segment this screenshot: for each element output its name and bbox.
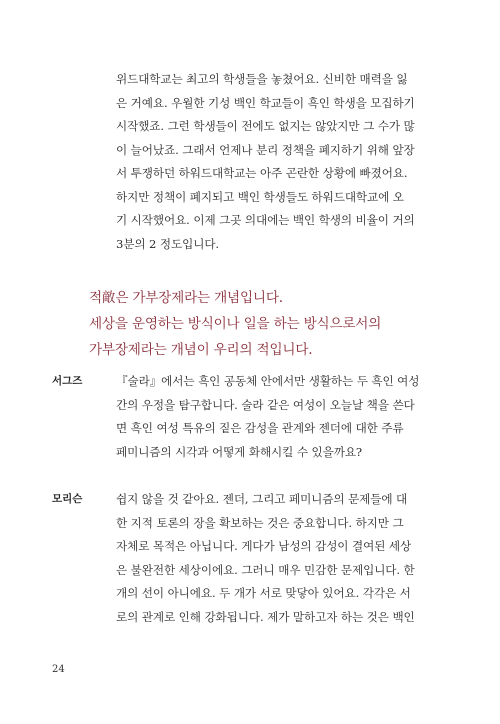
paragraph-line: 은 거예요. 우월한 기성 백인 학교들이 흑인 학생을 모집하기 bbox=[116, 95, 415, 110]
pull-quote-line: 가부장제라는 개념이 우리의 적입니다. bbox=[89, 342, 313, 358]
interview-question bbox=[116, 370, 446, 464]
speaker-name: 모리슨 bbox=[52, 493, 83, 505]
pull-quote bbox=[89, 285, 449, 363]
paragraph-line: 서 투쟁하던 하워드대학교는 아주 곤란한 상황에 빠졌어요. bbox=[116, 166, 408, 180]
paragraph-line: 위드대학교는 최고의 학생들을 놓쳤어요. 신비한 매력을 잃 bbox=[116, 72, 408, 86]
paragraph-line: 개의 선이 아니에요. 두 개가 서로 맞닿아 있어요. 각각은 서 bbox=[116, 586, 411, 600]
paragraph-line: 기 시작했어요. 이제 그곳 의대에는 백인 학생의 비율이 거의 bbox=[116, 213, 415, 227]
paragraph-line: 쉽지 않을 것 같아요. 젠더, 그리고 페미니즘의 문제들에 대 bbox=[116, 492, 408, 506]
pull-quote-line: 세상을 운영하는 방식이나 일을 하는 방식으로서의 bbox=[89, 316, 382, 332]
paragraph-line: 간의 우정을 탐구합니다. 술라 같은 여성이 오늘날 책을 쓴다 bbox=[116, 397, 415, 412]
speaker-name: 서그즈 bbox=[52, 375, 83, 387]
page-number: 24 bbox=[52, 664, 65, 675]
paragraph-line: 3분의 2 정도입니다. bbox=[116, 236, 220, 251]
paragraph-line: 자체로 목적은 아닙니다. 게다가 남성의 감성이 결여된 세상 bbox=[116, 539, 412, 553]
pull-quote-line: 적敵은 가부장제라는 개념입니다. bbox=[89, 290, 283, 306]
paragraph-line: 은 불완전한 세상이에요. 그러니 매우 민감한 문제입니다. 한 bbox=[116, 562, 415, 577]
paragraph-line: 이 늘어났죠. 그래서 언제나 분리 정책을 폐지하기 위해 앞장 bbox=[116, 142, 415, 157]
paragraph-line: 페미니즘의 시각과 어떻게 화해시킬 수 있을까요? bbox=[116, 444, 363, 459]
paragraph-line: 시작했죠. 그런 학생들이 전에도 없지는 않았지만 그 수가 많 bbox=[116, 119, 415, 133]
paragraph-line: 『술라』에서는 흑인 공동체 안에서만 생활하는 두 흑인 여성 bbox=[116, 374, 420, 388]
paragraph-line: 로의 관계로 인해 강화됩니다. 제가 말하고자 하는 것은 백인 bbox=[116, 609, 415, 624]
paragraph-line: 면 흑인 여성 특유의 짙은 감성을 관계와 젠더에 대한 주류 bbox=[116, 421, 404, 435]
paragraph-line: 하지만 정책이 폐지되고 백인 학생들도 하워드대학교에 오 bbox=[116, 189, 404, 204]
interview-answer bbox=[116, 488, 446, 629]
paragraph-line: 한 지적 토론의 장을 확보하는 것은 중요합니다. 하지만 그 bbox=[116, 515, 404, 530]
intro-paragraph bbox=[116, 68, 446, 256]
